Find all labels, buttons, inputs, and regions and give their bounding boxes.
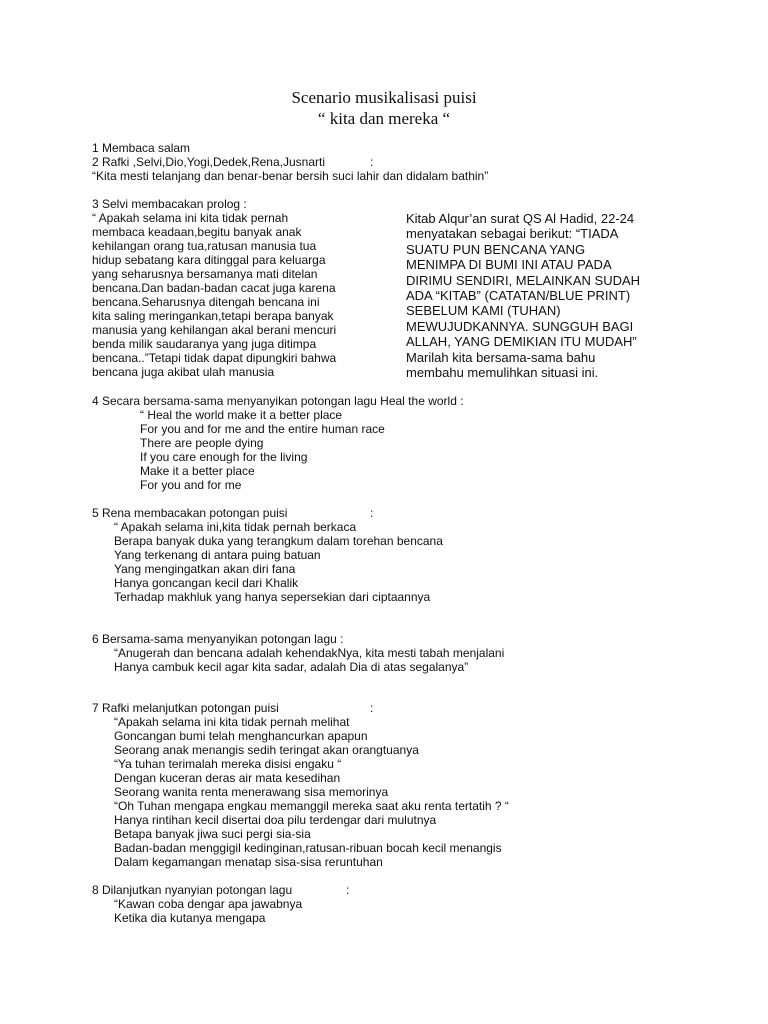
quote-box-line: membahu memulihkan situasi ini.	[406, 365, 599, 381]
poem-line: Dalam kegamangan menatap sisa-sisa reruntuhan	[114, 855, 383, 869]
section-5-colon: :	[370, 506, 374, 520]
quote-box-line: Kitab Alqur’an surat QS Al Hadid, 22-24	[406, 211, 635, 226]
song-line: “ Heal the world make it a better place	[140, 408, 343, 422]
quote-box-line: Marilah kita bersama-sama bahu	[406, 349, 596, 365]
section-3-heading: 3 Selvi membacakan prolog :	[92, 197, 247, 211]
prolog-line: kehilangan orang tua,ratusan manusia tua	[92, 239, 317, 253]
section-6-heading: 6 Bersama-sama menyanyikan potongan lagu :	[92, 632, 344, 646]
prolog-line: bencana.Seharusnya ditengah bencana ini	[92, 295, 320, 309]
poem-line: Badan-badan menggigil kedinginan,ratusan-ribuan bocah kecil menangis	[114, 841, 502, 855]
document-title: Scenario musikalisasi puisi	[291, 88, 477, 107]
song-line: Make it a better place	[140, 464, 255, 478]
section-8-colon: :	[346, 883, 350, 897]
section-5-heading: 5 Rena membacakan potongan puisi	[92, 506, 288, 520]
prolog-line: bencana.Dan badan-badan cacat juga karena	[92, 281, 336, 295]
prolog-line: benda milik saudaranya yang juga ditimpa	[92, 337, 317, 351]
poem-line: Seorang wanita renta menerawang sisa memorinya	[114, 785, 389, 799]
prolog-line: membaca keadaan,begitu banyak anak	[92, 225, 302, 239]
song-line: There are people dying	[140, 436, 264, 450]
poem-line: Betapa banyak jiwa suci pergi sia-sia	[114, 827, 311, 841]
song-line: For you and for me	[140, 478, 242, 492]
quote-box-line: ADA “KITAB” (CATATAN/BLUE PRINT)	[406, 288, 631, 304]
poem-line: Yang mengingatkan akan diri fana	[114, 562, 296, 576]
song-line: If you care enough for the living	[140, 450, 308, 464]
section-2-heading: 2 Rafki ,Selvi,Dio,Yogi,Dedek,Rena,Jusnarti	[92, 155, 326, 169]
poem-line: “Ya tuhan terimalah mereka disisi engaku “	[114, 757, 342, 771]
song-line: Hanya cambuk kecil agar kita sadar, adalah Dia di atas segalanya”	[114, 660, 469, 674]
poem-line: Terhadap makhluk yang hanya sepersekian dari ciptaannya	[114, 590, 431, 604]
section-8-heading: 8 Dilanjutkan nyanyian potongan lagu	[92, 883, 293, 897]
quote-box-line: ALLAH, YANG DEMIKIAN ITU MUDAH”	[406, 334, 637, 350]
song-line: “Kawan coba dengar apa jawabnya	[114, 897, 303, 911]
prolog-line: yang seharusnya bersamanya mati ditelan	[92, 267, 318, 281]
section-1-heading: 1 Membaca salam	[92, 141, 191, 155]
quote-box-line: MEWUJUDKANNYA. SUNGGUH BAGI	[406, 318, 634, 334]
poem-line: “ Apakah selama ini,kita tidak pernah berkaca	[114, 520, 357, 534]
poem-line: Berapa banyak duka yang terangkum dalam torehan bencana	[114, 534, 443, 548]
section-2-colon: :	[370, 155, 374, 169]
song-line: “Anugerah dan bencana adalah kehendakNya, kita mesti tabah menjalani	[114, 646, 505, 660]
prolog-line: bencana..”Tetapi tidak dapat dipungkiri bahwa	[92, 351, 337, 365]
section-4-heading: 4 Secara bersama-sama menyanyikan potongan lagu Heal the world :	[92, 394, 464, 408]
quote-box-line: DIRIMU SENDIRI, MELAINKAN SUDAH	[406, 272, 641, 288]
poem-line: Goncangan bumi telah menghancurkan apapun	[114, 729, 368, 743]
section-7-heading: 7 Rafki melanjutkan potongan puisi	[92, 701, 279, 715]
section-2-quote: “Kita mesti telanjang dan benar-benar bersih suci lahir dan didalam bathin”	[92, 169, 489, 183]
prolog-line: manusia yang kehilangan akal berani mencuri	[92, 323, 337, 337]
poem-line: “Apakah selama ini kita tidak pernah melihat	[114, 715, 350, 729]
prolog-line: bencana juga akibat ulah manusia	[92, 365, 275, 379]
document-subtitle: “ kita dan mereka “	[317, 109, 451, 128]
poem-line: Dengan kuceran deras air mata kesedihan	[114, 771, 341, 785]
poem-line: Hanya rintihan kecil disertai doa pilu terdengar dari mulutnya	[114, 813, 437, 827]
quote-box-line: SUATU PUN BENCANA YANG	[406, 241, 586, 257]
section-7-colon: :	[370, 701, 374, 715]
prolog-line: kita saling meringankan,tetapi berapa banyak	[92, 309, 334, 323]
poem-line: Hanya goncangan kecil dari Khalik	[114, 576, 299, 590]
song-line: For you and for me and the entire human race	[140, 422, 385, 436]
song-line: Ketika dia kutanya mengapa	[114, 911, 266, 925]
poem-line: Yang terkenang di antara puing batuan	[114, 548, 321, 562]
quote-box-line: menyatakan sebagai berikut: “TIADA	[406, 226, 619, 242]
prolog-line: hidup sebatang kara ditinggal para keluarga	[92, 253, 326, 267]
poem-line: Seorang anak menangis sedih teringat akan orangtuanya	[114, 743, 419, 757]
poem-line: “Oh Tuhan mengapa engkau memanggil mereka saat aku renta tertatih ? “	[114, 799, 509, 813]
prolog-line: “ Apakah selama ini kita tidak pernah	[92, 211, 289, 225]
quote-box-line: MENIMPA DI BUMI INI ATAU PADA	[406, 257, 612, 273]
quote-box-line: SEBELUM KAMI (TUHAN)	[406, 303, 561, 319]
quran-quote-box	[406, 211, 676, 380]
